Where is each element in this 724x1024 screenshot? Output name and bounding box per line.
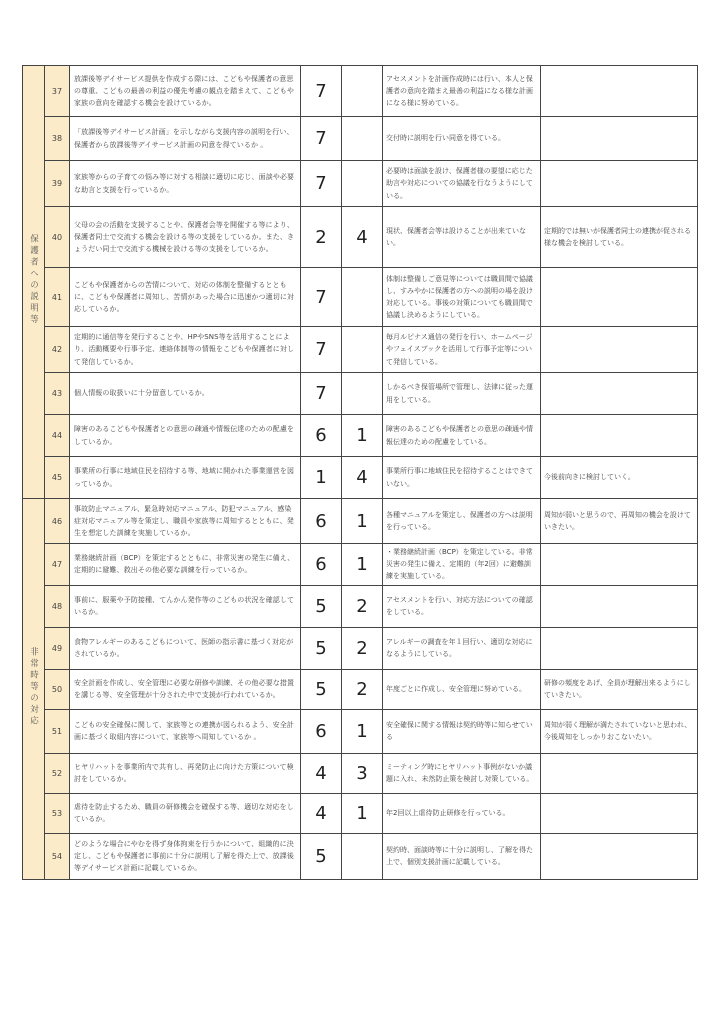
improvement-plan: 定期的では無いが保護者同士の連携が促される様な機会を検討している。 xyxy=(541,207,698,268)
evaluation-table xyxy=(22,65,698,880)
improvement-plan: 周知が弱く理解が満たされていないと思われ、今後周知をしっかりおこないたい。 xyxy=(541,709,698,753)
question-text: 家族等からの子育ての悩み等に対する相談に適切に応じ、面談や必要な助言と支援を行っているか。 xyxy=(70,161,301,207)
no-count: 4 xyxy=(342,207,383,268)
yes-count: 1 xyxy=(301,457,342,499)
table-row xyxy=(23,66,698,117)
table-row xyxy=(23,793,698,833)
no-count xyxy=(342,117,383,161)
question-text: 業務継続計画（BCP）を策定するとともに、非常災害の発生に備え、定期的に避難、救出その他必要な訓練を行っているか。 xyxy=(70,544,301,586)
yes-count: 5 xyxy=(301,833,342,879)
category-label: 保護者への説明等 xyxy=(28,234,39,326)
no-count: 1 xyxy=(342,544,383,586)
improvement-plan xyxy=(541,373,698,415)
current-status: アセスメントを計画作成時には行い、本人と保護者の意向を踏まえ最善の利益になる様な計画になる様に努めている。 xyxy=(383,66,541,117)
question-text: 食物アレルギーのあるこどもについて、医師の指示書に基づく対応がされているか。 xyxy=(70,627,301,669)
yes-count: 6 xyxy=(301,544,342,586)
improvement-plan xyxy=(541,627,698,669)
current-status: 現状、保護者会等は設けることが出来ていない。 xyxy=(383,207,541,268)
current-status: 体制は整備しご意見等については職員間で協議し、すみやかに保護者の方への説明の場を設け対応している。事後の対策についても職員間で協議し決めるようにしている。 xyxy=(383,268,541,327)
yes-count: 6 xyxy=(301,709,342,753)
improvement-plan: 研修の頻度をあげ、全員が理解出来るようにしていきたい。 xyxy=(541,669,698,709)
no-count xyxy=(342,268,383,327)
category-cell xyxy=(23,66,45,499)
yes-count: 2 xyxy=(301,207,342,268)
no-count: 1 xyxy=(342,499,383,544)
question-text: 虐待を防止するため、職員の研修機会を確保する等、適切な対応をしているか。 xyxy=(70,793,301,833)
yes-count: 7 xyxy=(301,161,342,207)
yes-count: 7 xyxy=(301,373,342,415)
question-text: ヒヤリハットを事業所内で共有し、再発防止に向けた方策について検討をしているか。 xyxy=(70,753,301,793)
item-number: 39 xyxy=(45,161,70,207)
yes-count: 5 xyxy=(301,627,342,669)
question-text: 個人情報の取扱いに十分留意しているか。 xyxy=(70,373,301,415)
table-row xyxy=(23,585,698,627)
no-count: 2 xyxy=(342,669,383,709)
current-status: しかるべき保管場所で管理し、法律に従った運用をしている。 xyxy=(383,373,541,415)
item-number: 47 xyxy=(45,544,70,586)
item-number: 53 xyxy=(45,793,70,833)
yes-count: 7 xyxy=(301,117,342,161)
question-text: どのような場合にやむを得ず身体拘束を行うかについて、組織的に決定し、こどもや保護者に事前に十分に説明し了解を得た上で、放課後等デイサービス計画に記載しているか。 xyxy=(70,833,301,879)
no-count xyxy=(342,66,383,117)
item-number: 52 xyxy=(45,753,70,793)
item-number: 38 xyxy=(45,117,70,161)
current-status: 障害のあるこどもや保護者との意思の疎通や情報伝達のための配慮をしている。 xyxy=(383,415,541,457)
question-text: 放課後等デイサービス提供を作成する際には、こどもや保護者の意思の尊重、こどもの最善の利益の優先考慮の観点を踏まえて、こどもや家族の意向を確認する機会を設けているか。 xyxy=(70,66,301,117)
question-text: 障害のあるこどもや保護者との意思の疎通や情報伝達のための配慮をしているか。 xyxy=(70,415,301,457)
yes-count: 5 xyxy=(301,585,342,627)
table-row xyxy=(23,669,698,709)
current-status: アレルギーの調査を年１回行い、適切な対応になるようにしている。 xyxy=(383,627,541,669)
improvement-plan xyxy=(541,66,698,117)
no-count: 1 xyxy=(342,415,383,457)
yes-count: 4 xyxy=(301,793,342,833)
no-count: 1 xyxy=(342,709,383,753)
question-text: 父母の会の活動を支援することや、保護者会等を開催する等により、保護者同士で交流する機会を設ける等の支援をしているか。また、きょうだい同士で交流する機械を設ける等の支援をしているか。 xyxy=(70,207,301,268)
item-number: 49 xyxy=(45,627,70,669)
category-cell xyxy=(23,499,45,880)
table-row xyxy=(23,373,698,415)
item-number: 44 xyxy=(45,415,70,457)
table-row xyxy=(23,499,698,544)
question-text: 定期的に通信等を発行することや、HPやSNS等を活用することにより、活動概要や行事予定、連絡体制等の情報をこどもや保護者に対して発信しているか。 xyxy=(70,327,301,373)
current-status: 各種マニュアルを策定し、保護者の方へは説明を行っている。 xyxy=(383,499,541,544)
current-status: ミーティング時にヒヤリハット事例がないか議題に入れ、未然防止策を検討し対策している。 xyxy=(383,753,541,793)
category-label: 非常時等の対応 xyxy=(28,646,39,728)
table-row xyxy=(23,457,698,499)
improvement-plan xyxy=(541,833,698,879)
no-count xyxy=(342,161,383,207)
yes-count: 7 xyxy=(301,327,342,373)
improvement-plan xyxy=(541,753,698,793)
improvement-plan xyxy=(541,415,698,457)
improvement-plan xyxy=(541,327,698,373)
question-text: こどもの安全確保に関して、家族等との連携が図られるよう、安全計画に基づく取組内容について、家族等へ周知しているか 。 xyxy=(70,709,301,753)
improvement-plan xyxy=(541,161,698,207)
table-row xyxy=(23,415,698,457)
no-count: 2 xyxy=(342,627,383,669)
current-status: 毎月ルピナス通信の発行を行い、ホームページやフェイスブックを活用して行事予定等について発信している。 xyxy=(383,327,541,373)
table-row xyxy=(23,207,698,268)
no-count: 1 xyxy=(342,793,383,833)
yes-count: 7 xyxy=(301,66,342,117)
yes-count: 5 xyxy=(301,669,342,709)
item-number: 37 xyxy=(45,66,70,117)
table-row xyxy=(23,161,698,207)
current-status: 必要時は面談を設け、保護者様の要望に応じた助言や対応についての協議を行なうようにしている。 xyxy=(383,161,541,207)
yes-count: 4 xyxy=(301,753,342,793)
item-number: 45 xyxy=(45,457,70,499)
table-row xyxy=(23,627,698,669)
item-number: 42 xyxy=(45,327,70,373)
current-status: 交付時に説明を行い同意を得ている。 xyxy=(383,117,541,161)
current-status: 安全確保に関する情報は契約時等に知らせている xyxy=(383,709,541,753)
table-row xyxy=(23,753,698,793)
item-number: 41 xyxy=(45,268,70,327)
table-row xyxy=(23,268,698,327)
no-count: 3 xyxy=(342,753,383,793)
current-status: 契約時、面談時等に十分に説明し、了解を得た上で、個別支援計画に記載している。 xyxy=(383,833,541,879)
no-count: 4 xyxy=(342,457,383,499)
evaluation-table-body xyxy=(23,66,698,880)
question-text: 事業所の行事に地域住民を招待する等、地域に開かれた事業運営を図っているか。 xyxy=(70,457,301,499)
no-count xyxy=(342,327,383,373)
question-text: 安全計画を作成し、安全管理に必要な研修や訓練、その他必要な措置を講じる等、安全管理が十分された中で支援が行われているか。 xyxy=(70,669,301,709)
item-number: 50 xyxy=(45,669,70,709)
improvement-plan xyxy=(541,117,698,161)
table-row xyxy=(23,709,698,753)
table-row xyxy=(23,833,698,879)
current-status: 事業所行事に地域住民を招待することはできていない。 xyxy=(383,457,541,499)
no-count xyxy=(342,833,383,879)
item-number: 46 xyxy=(45,499,70,544)
table-row xyxy=(23,544,698,586)
table-row xyxy=(23,117,698,161)
question-text: 事前に、服薬や予防接種、てんかん発作等のこどもの状況を確認しているか。 xyxy=(70,585,301,627)
improvement-plan xyxy=(541,585,698,627)
improvement-plan xyxy=(541,793,698,833)
current-status: 年度ごとに作成し、安全管理に努めている。 xyxy=(383,669,541,709)
question-text: こどもや保護者からの苦情について、対応の体制を整備するとともに、こどもや保護者に周知し、苦情があった場合に迅速かつ適切に対応しているか。 xyxy=(70,268,301,327)
item-number: 40 xyxy=(45,207,70,268)
yes-count: 7 xyxy=(301,268,342,327)
current-status: 年2回以上虐待防止研修を行っている。 xyxy=(383,793,541,833)
current-status: ・業務継続計画（BCP）を策定している。非常災害の発生に備え、定期的（年2回）に避難訓練を実施している。 xyxy=(383,544,541,586)
item-number: 48 xyxy=(45,585,70,627)
no-count xyxy=(342,373,383,415)
question-text: 「放課後等デイサービス計画」を示しながら支援内容の説明を行い、保護者から放課後等デイサービス計画の同意を得ているか 。 xyxy=(70,117,301,161)
item-number: 51 xyxy=(45,709,70,753)
improvement-plan: 今後前向きに検討していく。 xyxy=(541,457,698,499)
improvement-plan: 周知が弱いと思うので、再周知の機会を設けていきたい。 xyxy=(541,499,698,544)
improvement-plan xyxy=(541,544,698,586)
table-row xyxy=(23,327,698,373)
yes-count: 6 xyxy=(301,499,342,544)
yes-count: 6 xyxy=(301,415,342,457)
question-text: 事故防止マニュアル、緊急時対応マニュアル、防犯マニュアル、感染症対応マニュアル等を策定し、職員や家族等に周知するとともに、発生を想定した訓練を実施しているか。 xyxy=(70,499,301,544)
item-number: 43 xyxy=(45,373,70,415)
item-number: 54 xyxy=(45,833,70,879)
improvement-plan xyxy=(541,268,698,327)
current-status: アセスメントを行い、対応方法についての確認をしている。 xyxy=(383,585,541,627)
no-count: 2 xyxy=(342,585,383,627)
